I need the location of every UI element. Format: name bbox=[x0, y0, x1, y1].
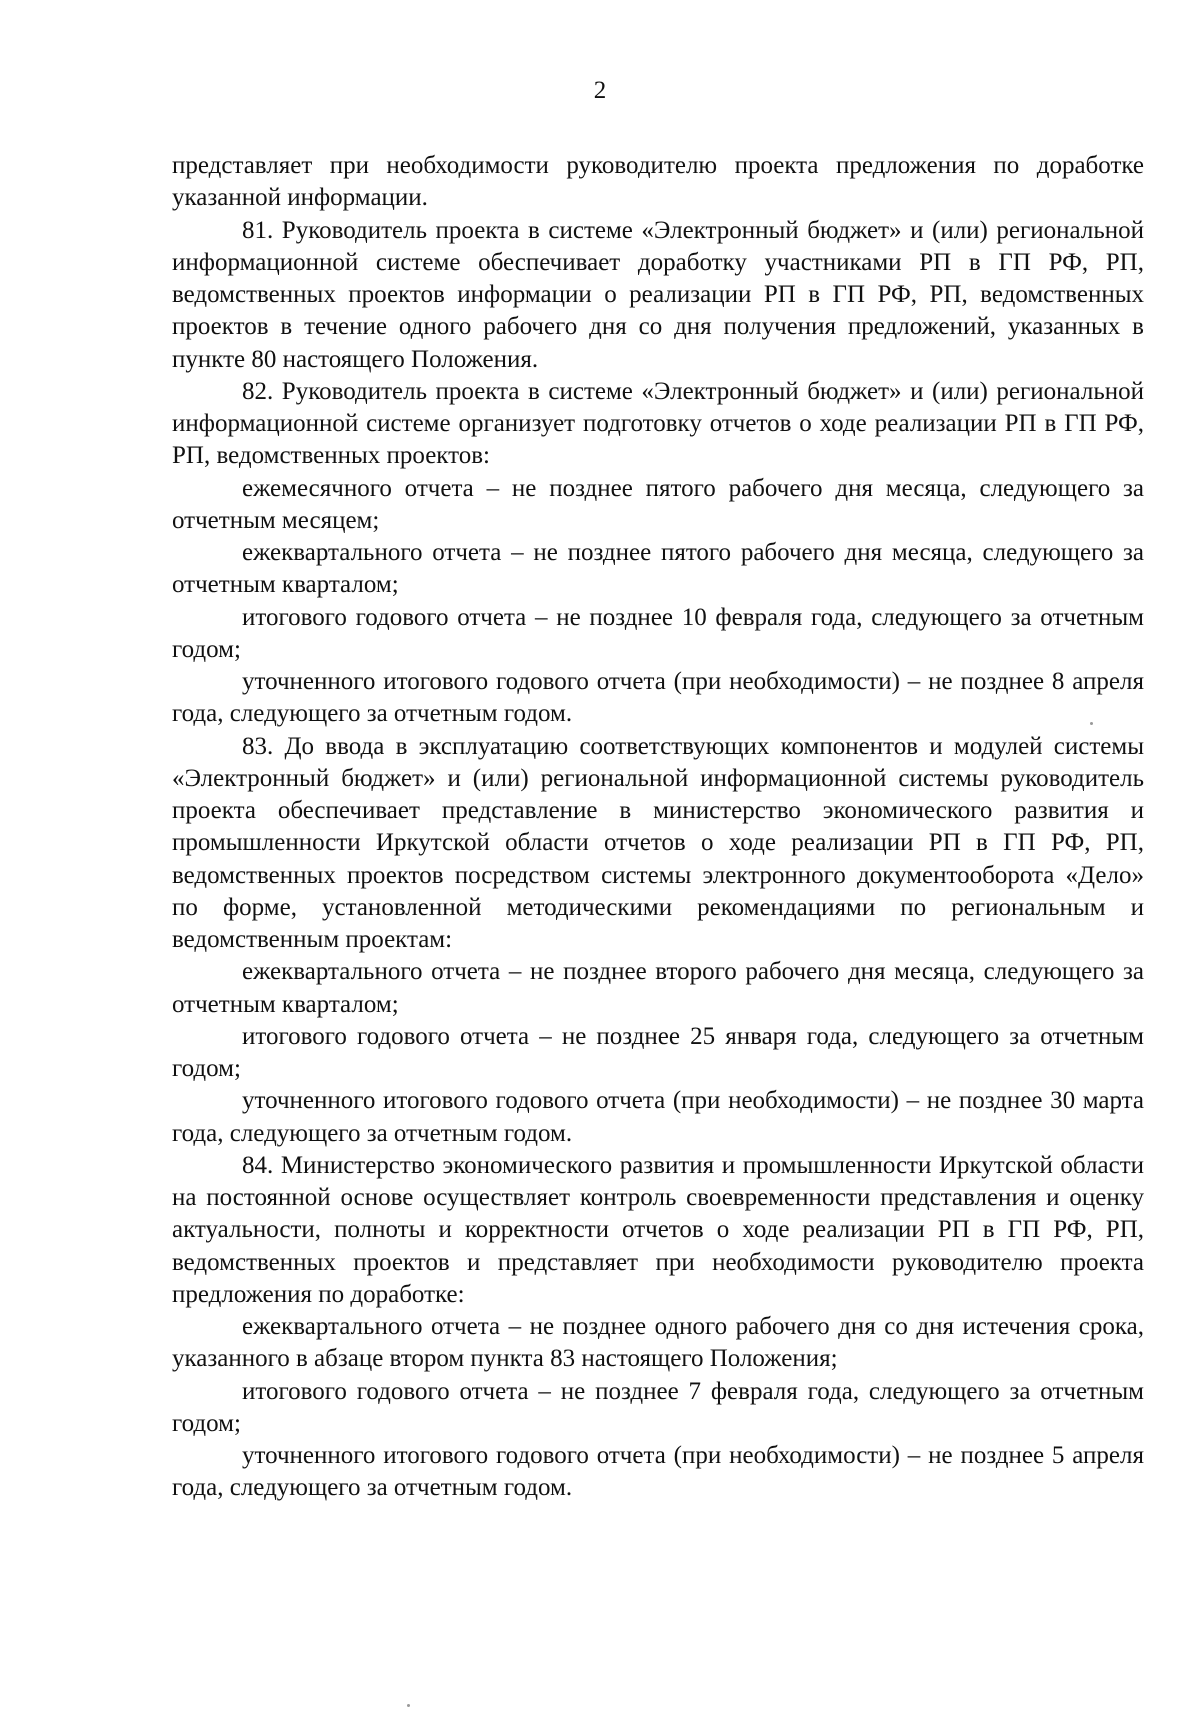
paragraph-82-monthly-report: ежемесячного отчета – не позднее пятого рабочего дня месяца, следующего за отчетным месяцем; bbox=[172, 474, 1144, 534]
page-number: 2 bbox=[593, 77, 607, 104]
paragraph-83-quarterly-report: ежеквартального отчета – не позднее второго рабочего дня месяца, следующего за отчетным кварталом; bbox=[172, 958, 1144, 1018]
scan-artifact-dot bbox=[1090, 722, 1093, 725]
document-body bbox=[172, 150, 1144, 1505]
paragraph-82-refined-annual-report: уточненного итогового годового отчета (при необходимости) – не позднее 8 апреля года, следующего за отчетным годом. bbox=[172, 668, 1144, 728]
scan-artifact-dot bbox=[407, 1704, 410, 1707]
paragraph-84-annual-report: итогового годового отчета – не позднее 7 февраля года, следующего за отчетным годом; bbox=[172, 1377, 1144, 1437]
paragraph-83-refined-annual-report: уточненного итогового годового отчета (при необходимости) – не позднее 30 марта года, следующего за отчетным годом. bbox=[172, 1087, 1144, 1147]
paragraph-84-quarterly-report: ежеквартального отчета – не позднее одного рабочего дня со дня истечения срока, указанного в абзаце втором пункта 83 настоящего Положения; bbox=[172, 1313, 1144, 1373]
paragraph-83-annual-report: итогового годового отчета – не позднее 25 января года, следующего за отчетным годом; bbox=[172, 1022, 1144, 1082]
paragraph-item-81: 81. Руководитель проекта в системе «Электронный бюджет» и (или) региональной информационной системе обеспечивает доработку участниками РП в ГП РФ, РП, ведомственных проектов информации о реализации РП в ГП РФ, РП, ведомственных проектов в течение одного рабочего дня со дня получения предложений, указанных в пункте 80 настоящего Положения. bbox=[172, 216, 1144, 373]
paragraph-item-82: 82. Руководитель проекта в системе «Электронный бюджет» и (или) региональной информационной системе организует подготовку отчетов о ходе реализации РП в ГП РФ, РП, ведомственных проектов: bbox=[172, 377, 1144, 470]
paragraph-82-quarterly-report: ежеквартального отчета – не позднее пятого рабочего дня месяца, следующего за отчетным кварталом; bbox=[172, 539, 1144, 599]
paragraph-item-83: 83. До ввода в эксплуатацию соответствующих компонентов и модулей системы «Электронный бюджет» и (или) региональной информационной системы руководитель проекта обеспечивает представление в министерство экономического развития и промышленности Иркутской области отчетов о ходе реализации РП в ГП РФ, РП, ведомственных проектов посредством системы электронного документооборота «Дело» по форме, установленной методическими рекомендациями по региональным и ведомственным проектам: bbox=[172, 732, 1144, 953]
paragraph-continuation: представляет при необходимости руководителю проекта предложения по доработке указанной информации. bbox=[172, 152, 1144, 212]
paragraph-84-refined-annual-report: уточненного итогового годового отчета (при необходимости) – не позднее 5 апреля года, следующего за отчетным годом. bbox=[172, 1442, 1144, 1502]
paragraph-item-84: 84. Министерство экономического развития и промышленности Иркутской области на постоянной основе осуществляет контроль своевременности представления и оценку актуальности, полноты и корректности отчетов о ходе реализации РП в ГП РФ, РП, ведомственных проектов и представляет при необходимости руководителю проекта предложения по доработке: bbox=[172, 1151, 1144, 1308]
paragraph-82-annual-report: итогового годового отчета – не позднее 10 февраля года, следующего за отчетным годом; bbox=[172, 603, 1144, 663]
